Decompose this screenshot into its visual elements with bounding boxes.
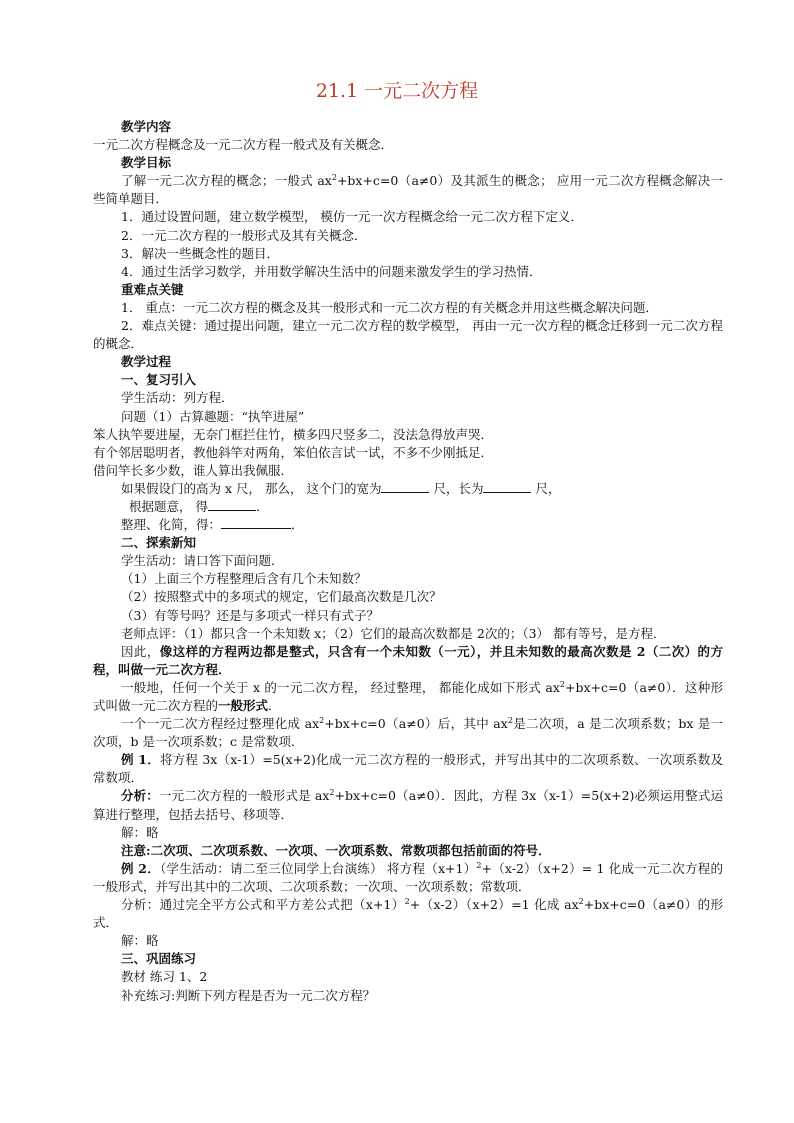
paragraph: 1． 重点：一元二次方程的概念及其一般形式和一元二次方程的有关概念并用这些概念解决问题． <box>121 299 658 315</box>
list-item: 4．通过生活学习数学，并用数学解决生活中的问题来激发学生的学习热情． <box>121 263 542 279</box>
subsection-heading: 二、探索新知 <box>121 535 197 551</box>
poem-line: 笨人执竿要进屋，无奈门框拦住竹，横多四尺竖多二，没法急得放声哭． <box>93 426 494 442</box>
poem-line: 有个邻居聪明者，教他斜竿对两角，笨伯依言试一试，不多不少刚抵足． <box>93 444 494 460</box>
paragraph: 老师点评：（1）都只含一个未知数 x；（2）它们的最高次数都是 2次的；（3） 都有等号，是方程． <box>121 625 666 641</box>
poem-line: 借问竿长多少数，谁人算出我佩服． <box>93 462 294 478</box>
paragraph: 了解一元二次方程的概念；一般式 $ax^2+bx+c=0(a\ne 0)$及其派生的概念； 应用一元二次方程概念解决一些简单题目． <box>93 173 724 207</box>
paragraph: 一个一元二次方程经过整理化成 $ax^2+bx+c=0(a\ne 0)$后，其中 $ax^2$是二次项，a 是二次项系数；bx 是一次项，b 是一次项系数；c 是常数项． <box>93 715 724 750</box>
paragraph: 一般地，任何一个关于 x 的一元二次方程， 经过整理， 都能化成如下形式 $ax^2+bx+c=0(a\ne 0)$．这种形式叫做一元二次方程的一般形式． <box>93 679 723 713</box>
section-heading-key-points: 重难点关键 <box>121 281 184 297</box>
answer-blank <box>381 480 429 493</box>
section-heading-content: 教学内容 <box>121 119 172 134</box>
note-line: 注意:二次项、二次项系数、一次项、一次项系数、常数项都包括前面的符号． <box>121 842 551 858</box>
question-item: （2）按照整式中的多项式的规定，它们最高次数是几次？ <box>121 589 442 605</box>
subsection-heading: 一、复习引入 <box>121 372 197 388</box>
section-heading-process: 教学过程 <box>121 354 172 370</box>
answer-blank <box>483 480 531 493</box>
answer-blank <box>208 498 256 511</box>
analysis-paragraph: 分析：一元二次方程的一般形式是 $ax^2+bx+c=0(a\ne 0)$．因此，方程 3x（x-1）=5(x+2)必须运用整式运算进行整理，包括去括号、移项等． <box>93 788 723 822</box>
solution-line: 解：略 <box>121 824 159 840</box>
paragraph: 教材 练习 1、2 <box>121 969 208 985</box>
list-item: 1．通过设置问题，建立数学模型， 模仿一元一次方程概念给一元二次方程下定义． <box>121 209 583 225</box>
example-paragraph: 例 1．将方程 3x（x-1）=5(x+2)化成一元二次方程的一般形式，并写出其中的二次项系数、一次项系数及常数项． <box>93 752 723 786</box>
paragraph: 学生活动：列方程． <box>121 390 234 406</box>
paragraph: 补充练习:判断下列方程是否为一元二次方程？ <box>121 987 376 1003</box>
question-item: （3）有等号吗？还是与多项式一样只有式子？ <box>121 607 379 623</box>
page-title: 21.1 一元二次方程 <box>315 80 479 102</box>
document-body <box>93 118 723 1005</box>
paragraph: 问题（1）古算趣题：“执竿进屋” <box>121 408 305 424</box>
list-item: 2．一元二次方程的一般形式及其有关概念． <box>121 227 367 243</box>
subsection-heading: 三、巩固练习 <box>121 951 197 967</box>
definition-paragraph: 因此，像这样的方程两边都是整式，只含有一个未知数（一元），并且未知数的最高次数是 2（二次）的方程，叫做一元二次方程． <box>93 643 723 677</box>
section-heading-objectives: 教学目标 <box>121 155 172 171</box>
solution-line: 解：略 <box>121 933 159 949</box>
paragraph: 2．难点关键：通过提出问题，建立一元二次方程的数学模型， 再由一元一次方程的概念迁移到一元二次方程的概念． <box>93 318 723 352</box>
example-paragraph: 例 2．（学生活动：请二至三位同学上台演练） 将方程$(x+1)^2+(x-2)(x+2)= 1$ 化成一元二次方程的一般形式，并写出其中的二次项、二次项系数；一次项、一次项系数；常数项． <box>93 860 723 894</box>
paragraph: 一元二次方程概念及一元二次方程一般式及有关概念． <box>93 137 394 153</box>
fill-blank-line: 如果假设门的高为 x 尺， 那么， 这个门的宽为 尺，长为 尺， <box>121 480 561 496</box>
paragraph: 学生活动：请口答下面问题． <box>121 553 284 569</box>
fill-blank-line: 整理、化简，得： ． <box>121 517 304 533</box>
analysis-paragraph: 分析：通过完全平方公式和平方差公式把$(x+1)^2+(x-2)(x+2)=1$ 化成 $ax^2+bx+c=0(a\ne 0)$的形式． <box>93 896 723 931</box>
fill-blank-line: 根据题意， 得 ． <box>129 498 269 514</box>
answer-blank <box>221 516 291 529</box>
list-item: 3．解决一些概念性的题目． <box>121 245 279 261</box>
question-item: （1）上面三个方程整理后含有几个未知数？ <box>121 571 367 587</box>
